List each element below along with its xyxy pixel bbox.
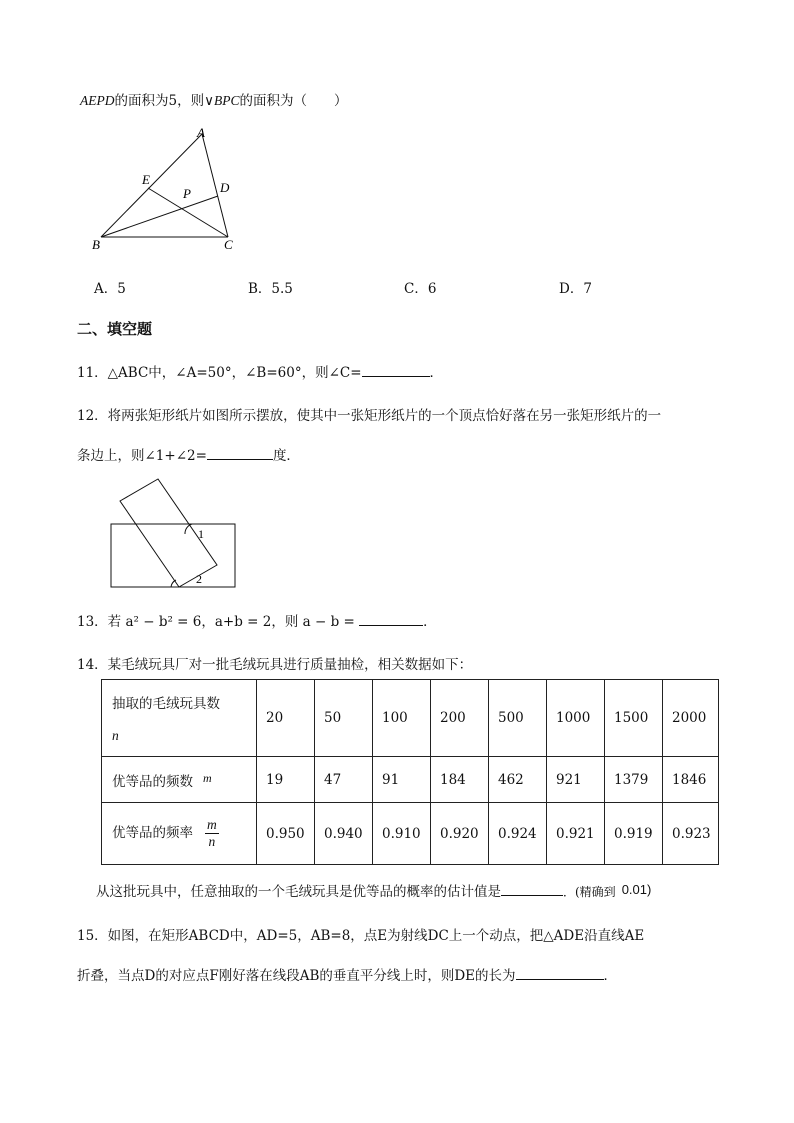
q12-answer-blank[interactable] <box>207 445 273 460</box>
table-cell: 1846 <box>663 757 719 803</box>
table-cell: 0.920 <box>431 803 489 865</box>
option-a[interactable]: A．5 <box>94 281 126 297</box>
table-cell: 184 <box>431 757 489 803</box>
triangle-figure <box>86 122 256 254</box>
row3-header <box>102 803 257 865</box>
q10-text-end: 的面积为（ ） <box>239 93 348 109</box>
table-cell: 0.924 <box>489 803 547 865</box>
table-cell: 0.940 <box>315 803 373 865</box>
q10-stem <box>80 89 347 109</box>
row2-label: 优等品的频数 <box>112 773 193 790</box>
row1-label: 抽取的毛绒玩具数 <box>112 696 220 712</box>
q11 <box>77 361 443 381</box>
quad-aepd: AEPD <box>80 93 115 108</box>
table-cell: 1000 <box>547 680 605 757</box>
table-cell: 50 <box>315 680 373 757</box>
q15-line2 <box>77 964 617 984</box>
q13-text: 13．若 a² − b² = 6，a+b = 2，则 a − b = <box>77 614 360 630</box>
q14-question-text: 从这批玩具中，任意抽取的一个毛绒玩具是优等品的概率的估计值是 <box>96 884 501 900</box>
table-cell: 462 <box>489 757 547 803</box>
q12-line1: 12．将两张矩形纸片如图所示摆放，使其中一张矩形纸片的一个顶点恰好落在另一张矩形纸片的一 <box>77 408 662 424</box>
row3-label: 优等品的频率 <box>112 825 193 841</box>
q15-suffix: ． <box>603 968 618 984</box>
section-title: 二、填空题 <box>77 320 153 338</box>
q12-line2 <box>77 444 300 464</box>
table-cell: 0.923 <box>663 803 719 865</box>
angle-1-arc <box>185 524 192 534</box>
q11-suffix: ． <box>429 365 444 381</box>
q14-answer-blank[interactable] <box>501 881 563 896</box>
fraction-numerator: m <box>207 817 217 832</box>
table-row <box>102 757 719 803</box>
table-row <box>102 680 719 757</box>
angle-2-label: 2 <box>196 572 202 586</box>
table-cell: 20 <box>257 680 315 757</box>
table-cell: 0.919 <box>605 803 663 865</box>
table-cell: 0.950 <box>257 803 315 865</box>
row1-header <box>102 680 257 757</box>
label-b: B <box>92 237 100 252</box>
option-b[interactable]: B．5.5 <box>248 281 293 297</box>
label-e: E <box>142 172 150 187</box>
option-d[interactable]: D．7 <box>559 281 592 297</box>
q14-question <box>96 880 651 900</box>
q14-precision: 0.01) <box>621 882 652 897</box>
table-cell: 1379 <box>605 757 663 803</box>
segment-bd <box>101 196 218 237</box>
table-cell: 91 <box>373 757 431 803</box>
fraction-denominator: n <box>208 834 216 849</box>
table-cell: 19 <box>257 757 315 803</box>
table-cell: 921 <box>547 757 605 803</box>
fraction-m-over-n <box>205 817 219 850</box>
q11-answer-blank[interactable] <box>362 362 430 377</box>
label-c: C <box>224 237 233 252</box>
table-cell: 200 <box>431 680 489 757</box>
q10-text-mid: 的面积为5，则 <box>114 93 205 109</box>
row1-var: n <box>112 728 119 743</box>
q12-suffix: 度． <box>272 448 300 464</box>
table-cell: 0.910 <box>373 803 431 865</box>
table-cell: 500 <box>489 680 547 757</box>
label-d: D <box>220 180 230 195</box>
q12-text: 条边上，则∠1+∠2= <box>77 448 207 464</box>
q14-suffix: ．(精确到 <box>563 885 616 899</box>
label-p: P <box>183 186 191 201</box>
q11-text: 11．△ABC中，∠A=50°，∠B=60°，则∠C= <box>77 365 362 381</box>
row2-header <box>102 757 257 803</box>
q14-intro: 14．某毛绒玩具厂对一批毛绒玩具进行质量抽检，相关数据如下： <box>77 657 473 673</box>
row2-var: m <box>203 770 212 785</box>
q15-text: 折叠，当点D的对应点F刚好落在线段AB的垂直平分线上时，则DE的长为 <box>77 968 516 984</box>
table-cell: 100 <box>373 680 431 757</box>
rectangles-figure <box>108 476 240 590</box>
frequency-table <box>101 679 719 865</box>
q13-answer-blank[interactable] <box>359 611 423 626</box>
q13 <box>77 610 437 630</box>
angle-1-label: 1 <box>198 527 204 541</box>
table-row <box>102 803 719 865</box>
triangle-bpc: ∨BPC <box>204 93 240 108</box>
table-cell: 0.921 <box>547 803 605 865</box>
table-cell: 1500 <box>605 680 663 757</box>
label-a: A <box>197 125 205 140</box>
q15-answer-blank[interactable] <box>516 965 604 980</box>
q13-suffix: ． <box>423 614 437 630</box>
table-cell: 2000 <box>663 680 719 757</box>
table-cell: 47 <box>315 757 373 803</box>
option-c[interactable]: C．6 <box>404 281 437 297</box>
q15-line1: 15．如图，在矩形ABCD中，AD=5，AB=8，点E为射线DC上一个动点，把△ADE沿直线AE <box>77 928 645 944</box>
